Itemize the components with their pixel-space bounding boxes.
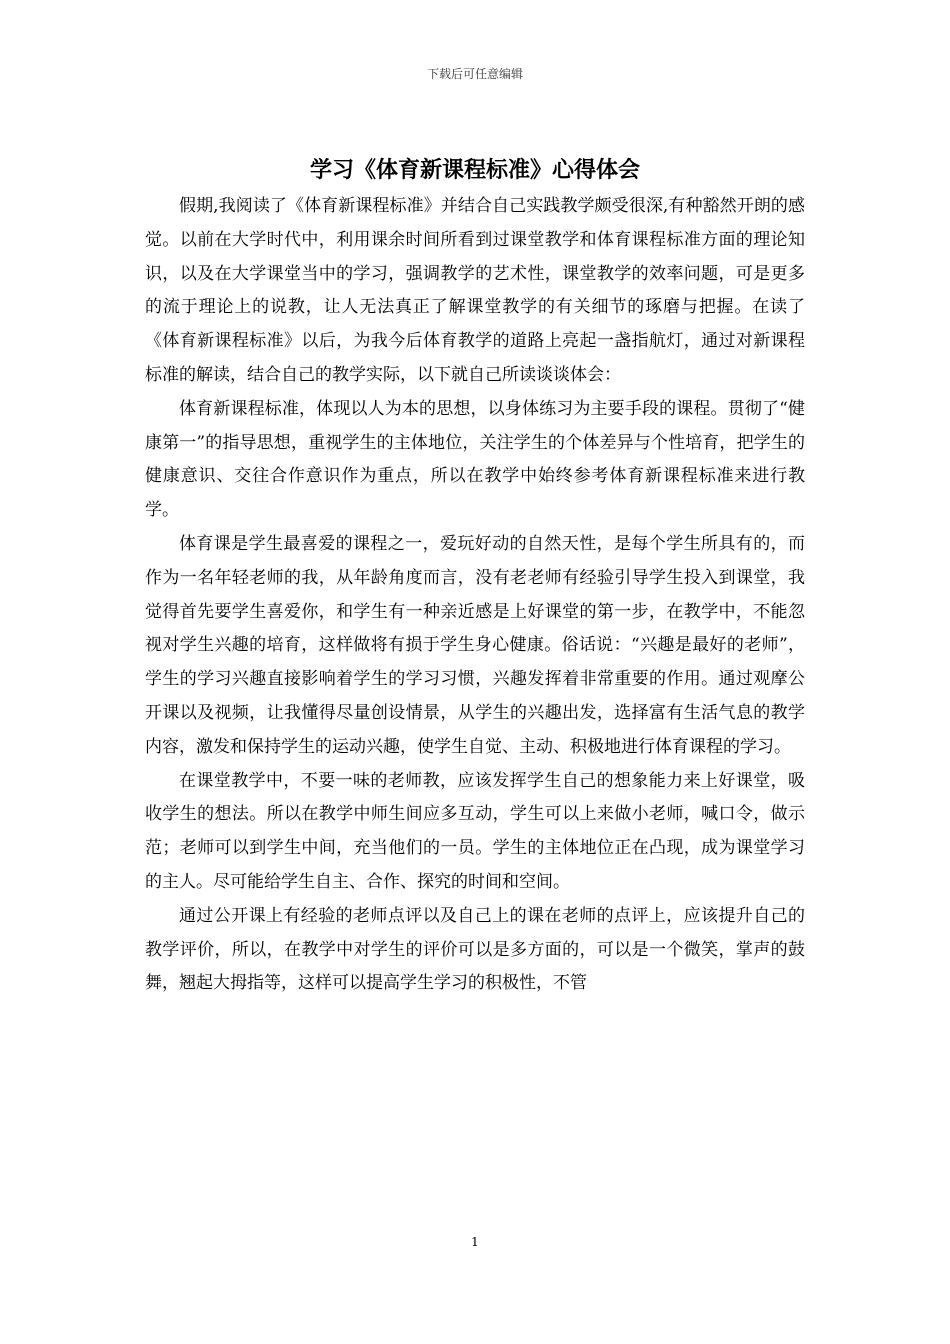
document-body [145,190,805,1001]
page-number: 1 [471,1235,479,1249]
paragraph: 通过公开课上有经验的老师点评以及自己上的课在老师的点评上，应该提升自己的教学评价，所以，在教学中对学生的评价可以是多方面的，可以是一个微笑，掌声的鼓舞，翘起大拇指等，这样可以提高学生学习的积极性，不管 [145,905,805,994]
paragraph: 体育新课程标准，体现以人为本的思想，以身体练习为主要手段的课程。贯彻了“健康第一”的指导思想，重视学生的主体地位，关注学生的个体差异与个性培育，把学生的健康意识、交往合作意识作为重点，所以在教学中始终参考体育新课程标准来进行教学。 [145,398,805,521]
document-title: 学习《体育新课程标准》心得体会 [309,157,640,183]
paragraph: 体育课是学生最喜爱的课程之一，爱玩好动的自然天性，是每个学生所具有的，而作为一名年轻老师的我，从年龄角度而言，没有老老师有经验引导学生投入到课堂，我觉得首先要学生喜爱你，和学生有一种亲近感是上好课堂的第一步，在教学中，不能忽视对学生兴趣的培育，这样做将有损于学生身心健康。俗话说：“兴趣是最好的老师”，学生的学习兴趣直接影响着学生的学习习惯，兴趣发挥着非常重要的作用。通过观摩公开课以及视频，让我懂得尽量创设情景，从学生的兴趣出发，选择富有生活气息的教学内容，激发和保持学生的运动兴趣，使学生自觉、主动、积极地进行体育课程的学习。 [145,533,805,757]
paragraph: 假期,我阅读了《体育新课程标准》并结合自己实践教学颇受很深,有种豁然开朗的感觉。以前在大学时代中，利用课余时间所看到过课堂教学和体育课程标准方面的理论知识，以及在大学课堂当中的学习，强调教学的艺术性，课堂教学的效率问题，可是更多的流于理论上的说教，让人无法真正了解课堂教学的有关细节的琢磨与把握。在读了《体育新课程标准》以后，为我今后体育教学的道路上亮起一盏指航灯，通过对新课程标准的解读，结合自己的教学实际，以下就自己所读谈谈体会： [145,196,805,385]
paragraph: 在课堂教学中，不要一味的老师教，应该发挥学生自己的想象能力来上好课堂，吸收学生的想法。所以在教学中师生间应多互动，学生可以上来做小老师，喊口令，做示范；老师可以到学生中间，充当他们的一员。学生的主体地位正在凸现，成为课堂学习的主人。尽可能给学生自主、合作、探究的时间和空间。 [145,770,805,892]
page-header: 下载后可任意编辑 [426,67,523,81]
